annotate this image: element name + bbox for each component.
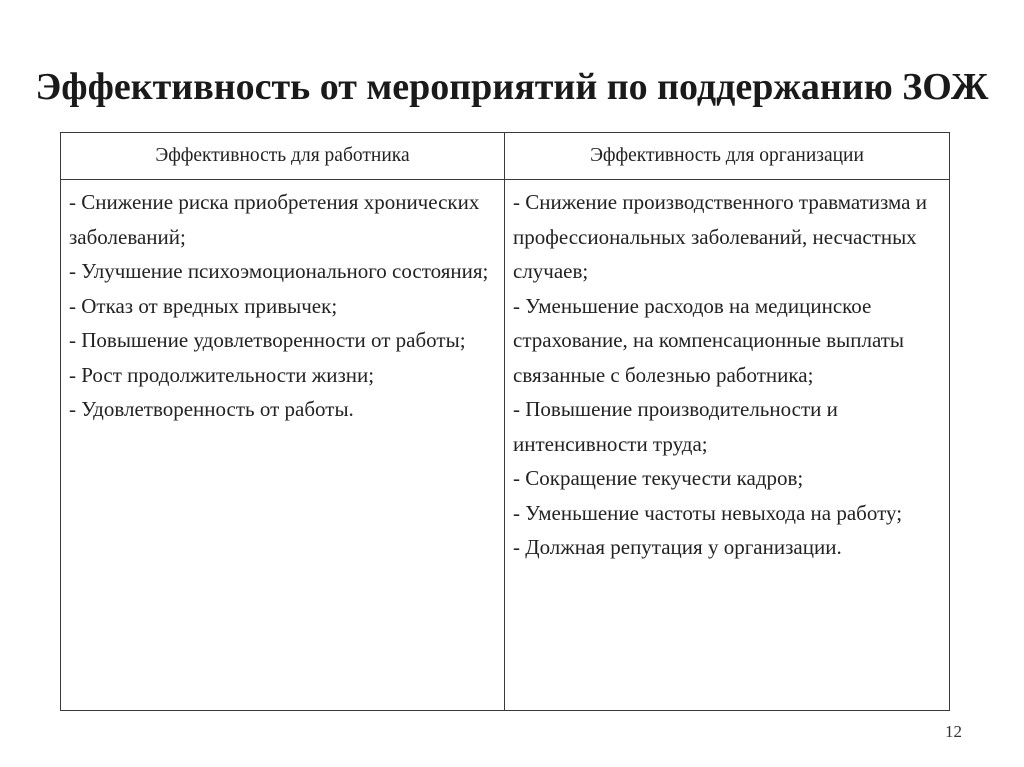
effectiveness-table	[60, 132, 950, 711]
header-employee: Эффективность для работника	[61, 133, 505, 180]
list-item: - Рост продолжительности жизни;	[69, 362, 375, 387]
page-number: 12	[945, 722, 962, 741]
table-row	[61, 180, 950, 711]
list-item: - Повышение производительности и интенсивности труда;	[513, 397, 838, 456]
list-item: - Отказ от вредных привычек;	[69, 293, 338, 318]
table-header-row	[61, 133, 950, 180]
employee-benefits-cell	[61, 180, 505, 711]
list-item: - Повышение удовлетворенности от работы;	[69, 328, 466, 352]
list-item: - Должная репутация у организации.	[513, 535, 842, 559]
list-item: - Улучшение психоэмоционального состояния;	[69, 259, 489, 283]
list-item: - Уменьшение расходов на медицинское страхование, на компенсационные выплаты связанные с болезнью работника;	[513, 293, 905, 387]
header-organization: Эффективность для организации	[505, 133, 950, 180]
slide-title: Эффективность от мероприятий по поддержанию ЗОЖ	[35, 66, 989, 109]
list-item: - Уменьшение частоты невыхода на работу;	[513, 500, 903, 525]
list-item: - Удовлетворенность от работы.	[69, 397, 354, 421]
list-item: - Снижение производственного травматизма и профессиональных заболеваний, несчастных случаев;	[513, 190, 927, 283]
list-item: - Сокращение текучести кадров;	[513, 466, 804, 490]
list-item: - Снижение риска приобретения хронических заболеваний;	[69, 190, 480, 249]
organization-benefits-cell	[505, 180, 950, 711]
